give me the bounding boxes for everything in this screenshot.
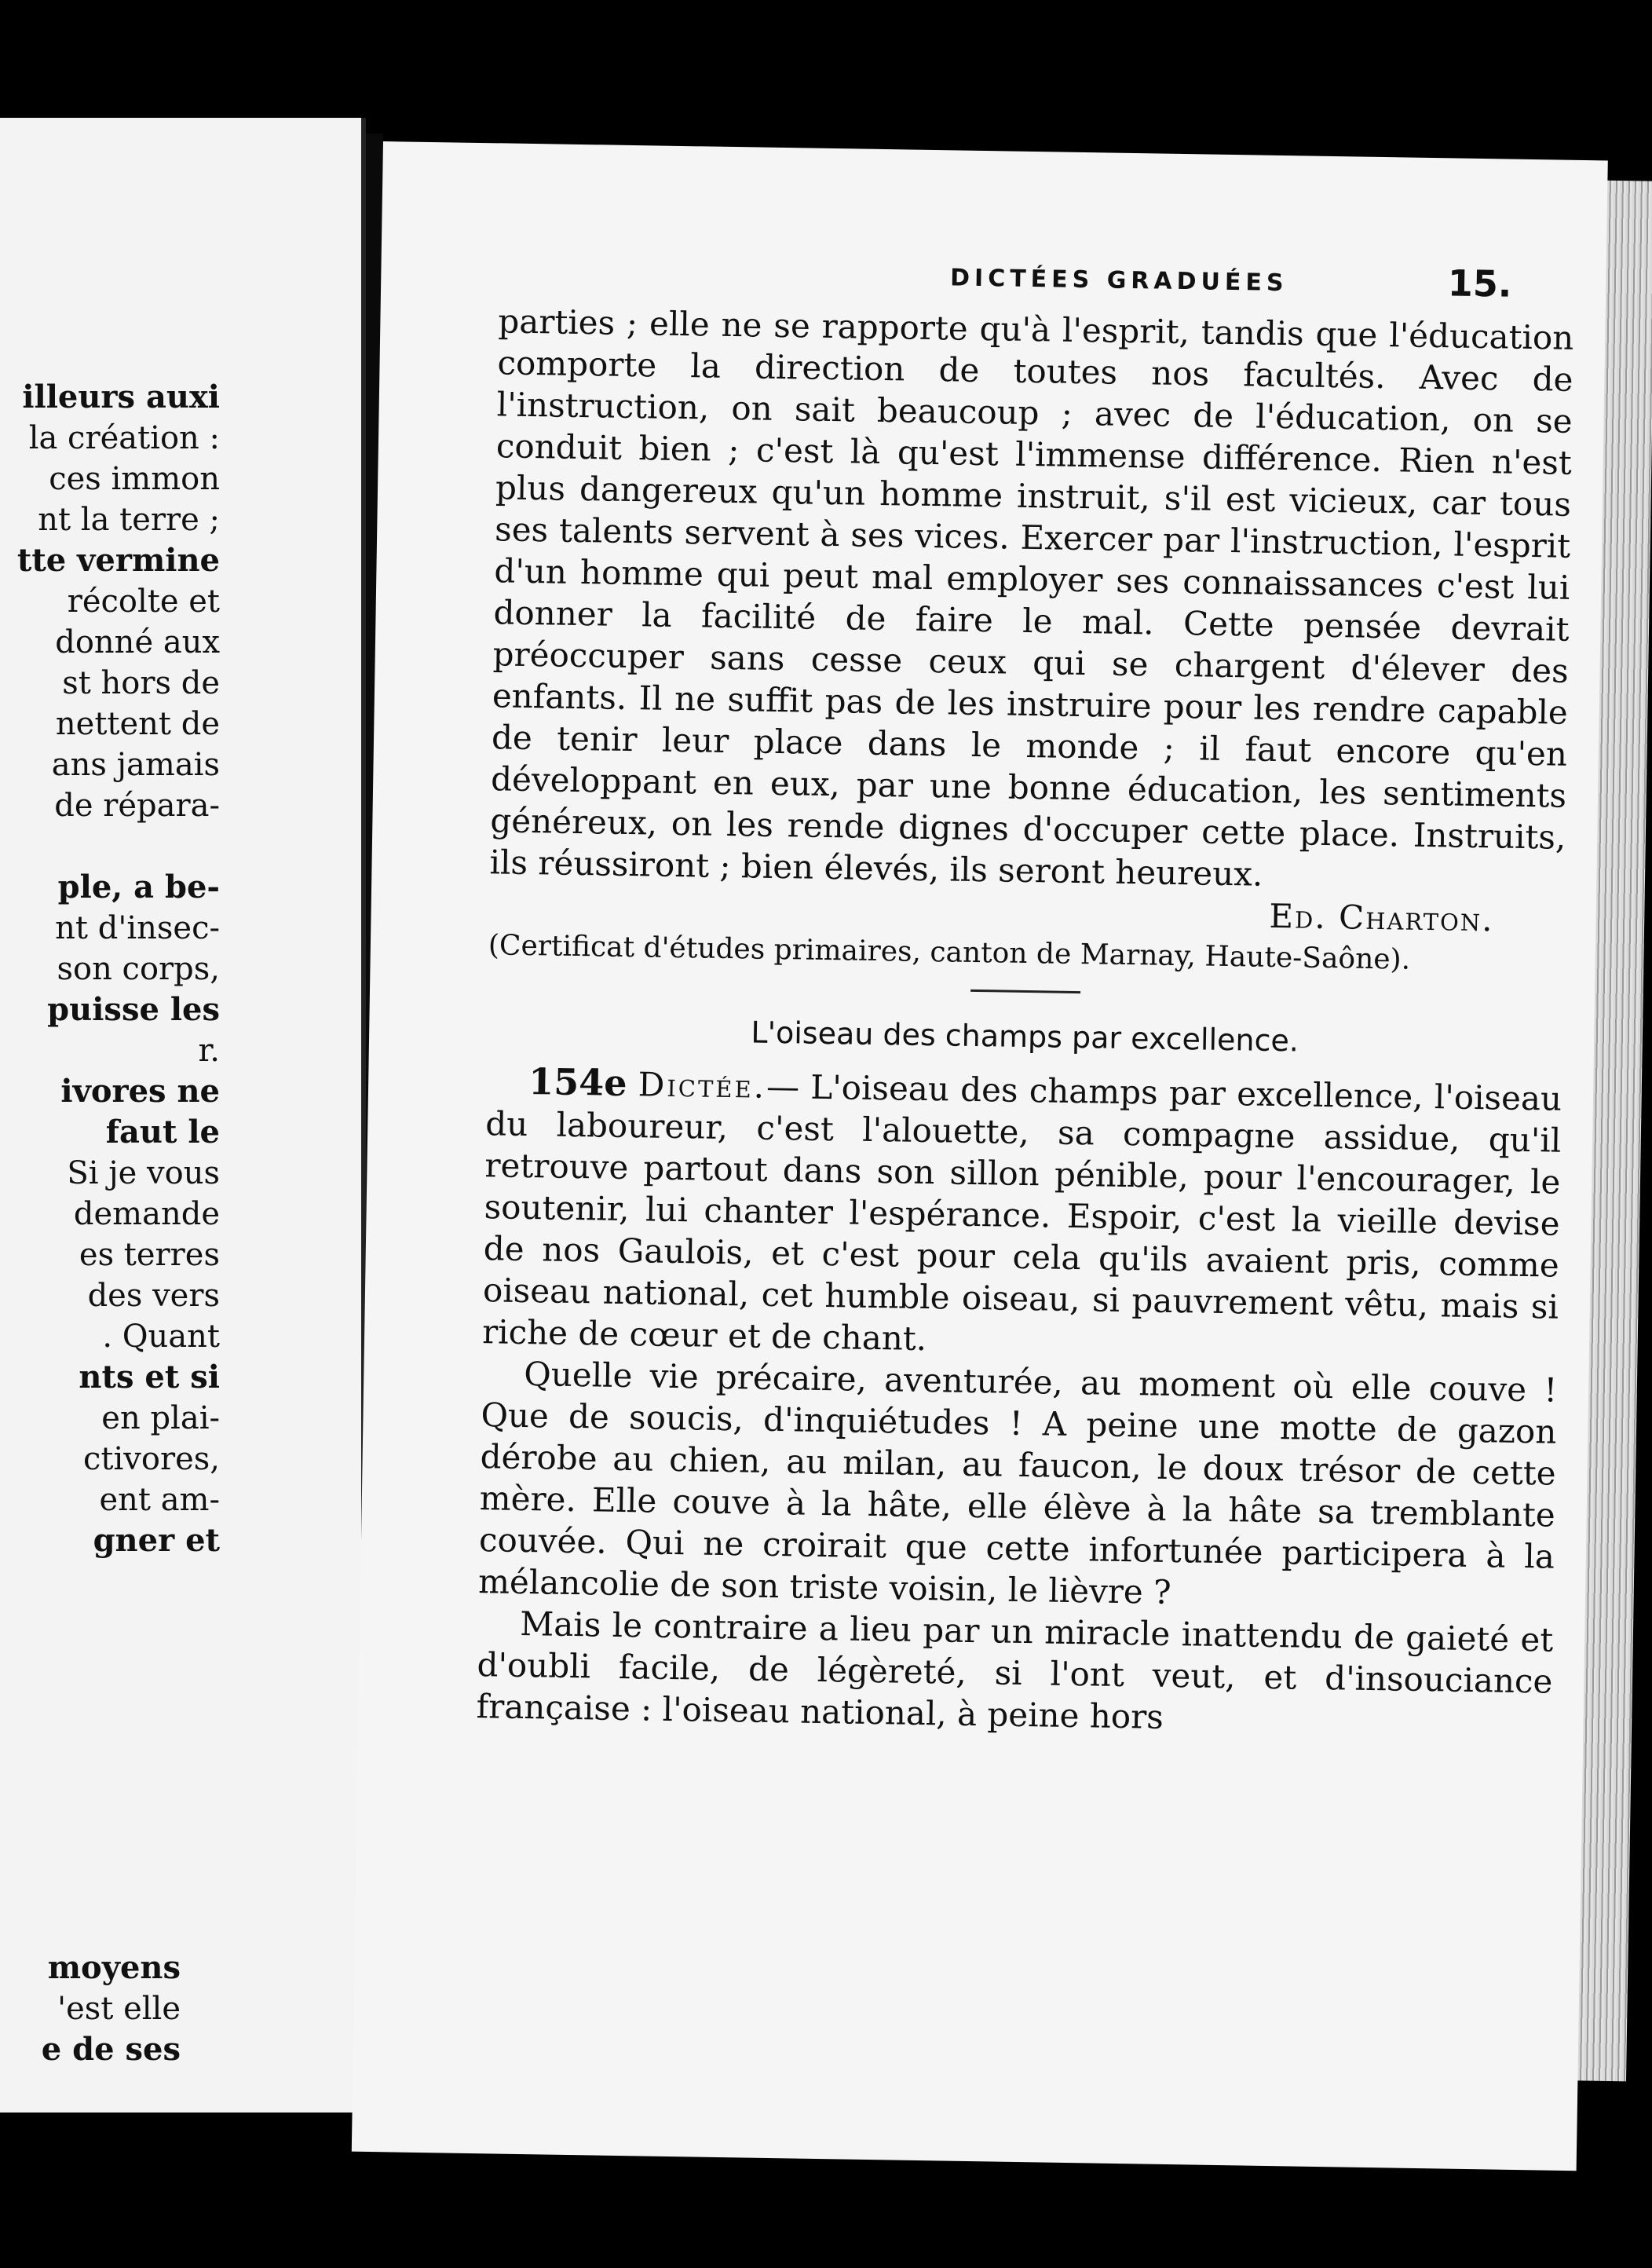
previous-page-line: ans jamais: [51, 747, 220, 783]
previous-page-text-top: [0, 377, 220, 1561]
previous-page-line: gner et: [93, 1522, 220, 1559]
previous-page-line: illeurs auxi: [22, 379, 220, 415]
section-divider: [970, 990, 1080, 993]
page-number: 15.: [1447, 262, 1512, 305]
author-signature: Ed. Charton.: [1269, 896, 1494, 939]
dictee-text: — L'oiseau des champs par excellence, l'oiseau du laboureur, c'est l'alouette, sa compagne assidue, qu'il retrouve partout dans son sillon pénible, pour l'encourager, le soutenir, lui chanter l'espérance. Espoir, c'est la vieille devise de nos Gaulois, et c'est pour cela qu'ils avaient pris, comme oiseau national, cet humble oiseau, si pauvrement vêtu, mais si riche de cœur et de chant.: [481, 1066, 1562, 1359]
previous-page-line: ent am-: [99, 1482, 220, 1518]
dictee-label: Dictée.: [638, 1065, 767, 1106]
previous-page-line: en plai-: [101, 1400, 220, 1436]
previous-page: [0, 118, 366, 2113]
dictee-number: 154e: [528, 1060, 627, 1105]
previous-page-line: ple, a be-: [57, 869, 220, 905]
paragraph-3: Mais le contraire a lieu par un miracle inattendu de gaieté et d'oubli facile, de légèreté, si l'ont veut, et d'insouciance française : l'oiseau national, à peine hors: [476, 1604, 1554, 1736]
certificate-source: (Certificat d'études primaires, canton de Marnay, Haute-Saône).: [488, 929, 1411, 976]
previous-page-line: moyens: [47, 1949, 181, 1986]
previous-page-line: tte vermine: [16, 542, 220, 579]
previous-page-line: récolte et: [67, 583, 220, 620]
previous-page-line: nettent de: [55, 706, 220, 742]
running-head: DICTÉES GRADUÉES: [949, 264, 1288, 298]
previous-page-line: ivores ne: [60, 1073, 220, 1110]
previous-page-line: . Quant: [102, 1319, 220, 1355]
paragraph-2: Quelle vie précaire, aventurée, au moment où elle couve ! Que de soucis, d'inquiétudes ! A peine une motte de gazon dérobe au chien, au milan, au faucon, le doux trésor de cette mère. Elle couve à la hâte, elle élève à la hâte sa tremblante couvée. Qui ne croirait que cette infortunée participera à la mélancolie de son triste voisin, le lièvre ?: [477, 1355, 1558, 1611]
previous-page-line: nts et si: [79, 1359, 220, 1396]
current-page: [352, 141, 1608, 2171]
page-body: [476, 300, 1573, 1743]
previous-page-line: ces immon: [49, 461, 220, 497]
previous-page-line: Si je vous: [67, 1155, 220, 1191]
paragraph-continued: parties ; elle ne se rapporte qu'à l'esprit, tandis que l'éducation comporte la direction de toutes nos facultés. Avec de l'instruction, on sait beaucoup ; avec de l'éducation, on se conduit bien ; c'est là qu'est l'immense différence. Rien n'est plus dangereux qu'un homme instruit, s'il est vicieux, car tous ses talents servent à ses vices. Exercer par l'instruction, l'esprit d'un homme qui peut mal employer ses connaissances c'est lui donner la facilité de faire le mal. Cette pensée devrait préoccuper sans cesse ceux qui se chargent d'élever des enfants. Il ne suffit pas de les instruire pour les rendre capable de tenir leur place dans le monde ; il faut encore qu'en développant en eux, par une bonne éducation, les sentiments généreux, on les rende dignes d'occuper cette place. Instruits, ils réussiront ; bien élevés, ils seront heureux.: [489, 302, 1574, 894]
previous-page-line: st hors de: [62, 665, 220, 701]
dictee-paragraph: [482, 1060, 1562, 1369]
previous-page-line: de répara-: [54, 788, 220, 824]
previous-page-line: ctivores,: [83, 1441, 220, 1477]
previous-page-line: e de ses: [41, 2031, 181, 2068]
previous-page-line: nt d'insec-: [55, 910, 220, 946]
previous-page-line: nt la terre ;: [38, 502, 220, 538]
section-title: L'oiseau des champs par excellence.: [751, 1015, 1299, 1059]
previous-page-line: puisse les: [47, 991, 220, 1028]
previous-page-line: des vers: [87, 1278, 220, 1314]
previous-page-line: [0, 826, 220, 867]
previous-page-line: donné aux: [55, 624, 220, 660]
previous-page-line: 'est elle: [57, 1991, 181, 2027]
previous-page-line: es terres: [79, 1237, 220, 1273]
previous-page-text-bottom: [0, 1948, 181, 2070]
previous-page-line: son corps,: [57, 951, 220, 987]
previous-page-line: faut le: [105, 1114, 220, 1150]
previous-page-line: r.: [198, 1033, 220, 1069]
previous-page-line: demande: [73, 1196, 220, 1232]
previous-page-line: la création :: [28, 420, 220, 456]
